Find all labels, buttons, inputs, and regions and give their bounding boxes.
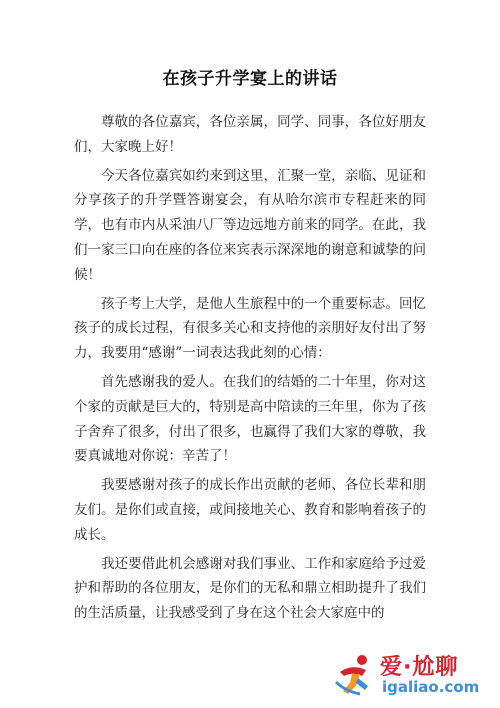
running-figure-logo-icon <box>332 652 378 698</box>
paragraph-welcome: 今天各位嘉宾如约来到这里，汇聚一堂，亲临、见证和分享孩子的升学暨答谢宴会，有从哈尔滨市专程赶来的同学，也有市内从采油八厂等边远地方前来的同学。在此，我们一家三口向在座的各位来宾表示深深地的谢意和诚挚的问候！ <box>74 167 426 283</box>
watermark-brand: 爱·尬聊 <box>380 655 459 680</box>
document-title: 在孩子升学宴上的讲话 <box>162 69 338 89</box>
paragraph-thanks-teachers: 我要感谢对孩子的成长作出贡献的老师、各位长辈和朋友们。是你们或直接，或间接地关心、教育和影响着孩子的成长。 <box>74 477 426 543</box>
paragraph-greeting: 尊敬的各位嘉宾，各位亲属，同学、同事，各位好朋友们，大家晚上好！ <box>74 114 426 155</box>
document-body <box>74 110 426 630</box>
paragraph-milestone: 孩子考上大学，是他人生旅程中的一个重要标志。回忆孩子的成长过程，有很多关心和支持他的亲朋好友付出了努力，我要用“感谢”一词表达我此刻的心情： <box>74 295 426 362</box>
watermark-domain: igaliao.com <box>382 678 480 696</box>
paragraph-thanks-spouse: 首先感谢我的爱人。在我们的结婚的二十年里，你对这个家的贡献是巨大的，特别是高中陪读的三年里，你为了孩子舍弃了很多，付出了很多，也赢得了我们大家的尊敬，我要真诚地对你说：辛苦了！ <box>74 373 426 465</box>
site-watermark <box>332 646 492 702</box>
paragraph-thanks-friends: 我还要借此机会感谢对我们事业、工作和家庭给予过爱护和帮助的各位朋友，是你们的无私和鼎立相助提升了我们的生活质量，让我感受到了身在这个社会大家庭中的 <box>74 555 426 622</box>
